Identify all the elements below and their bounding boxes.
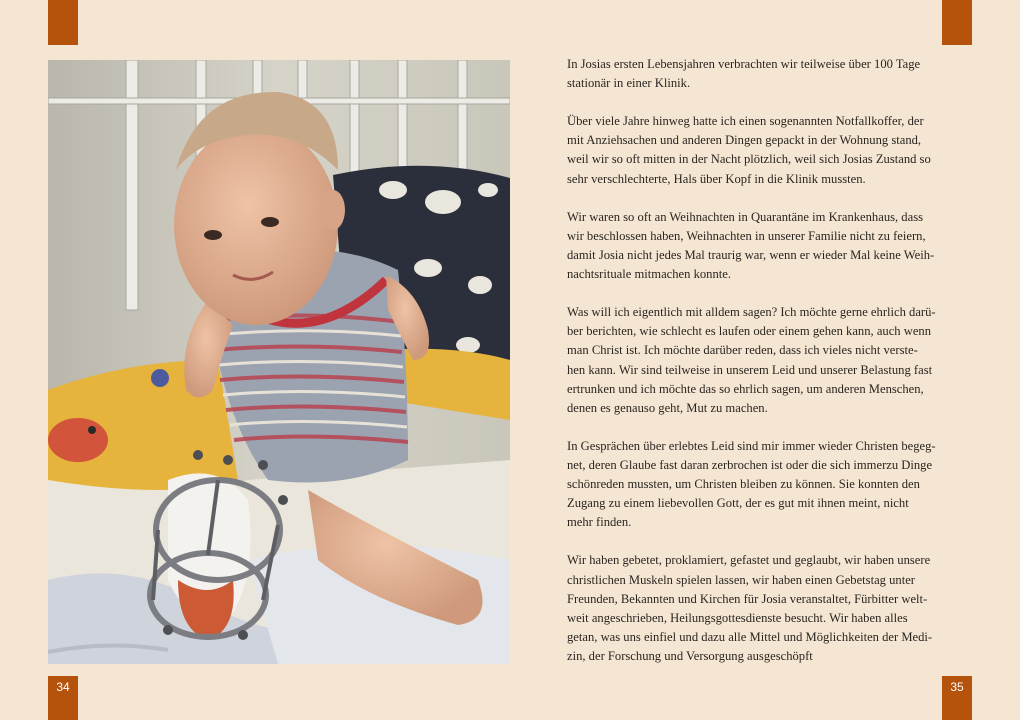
- page-number-right: 35: [942, 676, 972, 720]
- paragraph: [567, 437, 952, 532]
- text-line: Wir waren so oft an Weihnachten in Quarantäne im Krankenhaus, dass: [567, 209, 924, 224]
- text-line: Wir haben gebetet, proklamiert, gefastet und geglaubt, wir haben unsere: [567, 553, 931, 568]
- paragraph: [567, 208, 952, 284]
- page-corner-tab-right: [942, 0, 972, 45]
- text-line: weil wir so oft mitten in der Nacht plötzlich, weil sich Josias Zustand so: [567, 152, 931, 167]
- body-text: [567, 55, 952, 685]
- text-line: weit angeschrieben, Heilungsgottesdienste besucht. Wir haben alles: [567, 610, 908, 625]
- text-line: zin, der Forschung und Versorgung ausgeschöpft: [567, 648, 813, 663]
- text-line: damit Josia nicht jedes Mal traurig war, wenn er wieder Mal keine Weih-: [567, 247, 935, 262]
- text-line: nachtsrituale mitmachen konnte.: [567, 267, 732, 282]
- paragraph: [567, 112, 952, 188]
- paragraph: [567, 551, 952, 666]
- text-line: Zugang zu einem liebevollen Gott, der es gut mit ihnen meint, nicht: [567, 496, 909, 511]
- text-line: schönreden mussten, um Christen bleiben zu können. Sie konnten den: [567, 477, 920, 492]
- text-line: net, deren Glaube fast daran zerbrochen ist oder die sich immerzu Dinge: [567, 457, 933, 472]
- text-line: wir beschlossen haben, Weihnachten in unserer Familie nicht zu feiern,: [567, 228, 926, 243]
- text-line: ber berichten, wie schlecht es laufen oder einem gehen kann, auch wenn: [567, 324, 932, 339]
- text-line: ertrunken und ich möchte das so ehrlich sagen, um anderen Menschen,: [567, 381, 924, 396]
- text-line: sehr verschlechterte, Hals über Kopf in die Klinik mussten.: [567, 171, 866, 186]
- text-line: stationär in einer Klinik.: [567, 76, 691, 91]
- text-line: christlichen Muskeln spielen lassen, wir haben einen Gebetstag unter: [567, 572, 915, 587]
- text-line: man Christ ist. Ich möchte darüber reden, dass ich vieles nicht verste-: [567, 343, 918, 358]
- text-line: denen es genauso geht, Mut zu machen.: [567, 400, 768, 415]
- text-line: Freunden, Bekannten und Kirchen für Josia veranstaltet, Fürbitter welt-: [567, 591, 928, 606]
- text-line: mit Anziehsachen und anderen Dingen gepackt in der Wohnung stand,: [567, 133, 922, 148]
- text-line: Über viele Jahre hinweg hatte ich einen sogenannten Notfallkoffer, der: [567, 114, 924, 129]
- page-number-left: 34: [48, 676, 78, 720]
- child-photo: [48, 60, 510, 664]
- text-line: hen kann. Wir sind teilweise in unserem Leid und unserer Belastung fast: [567, 362, 933, 377]
- page-corner-tab-left: [48, 0, 78, 45]
- text-line: In Gesprächen über erlebtes Leid sind mir immer wieder Christen begeg-: [567, 438, 936, 453]
- text-line: Was will ich eigentlich mit alldem sagen? Ich möchte gerne ehrlich darü-: [567, 305, 936, 320]
- child-photo-illustration: [48, 60, 510, 664]
- text-line: getan, was uns einfiel und dazu alle Mittel und Möglichkeiten der Medi-: [567, 629, 933, 644]
- text-line: In Josias ersten Lebensjahren verbrachten wir teilweise über 100 Tage: [567, 57, 921, 71]
- text-line: mehr finden.: [567, 515, 632, 530]
- paragraph: [567, 55, 952, 93]
- paragraph: [567, 303, 952, 418]
